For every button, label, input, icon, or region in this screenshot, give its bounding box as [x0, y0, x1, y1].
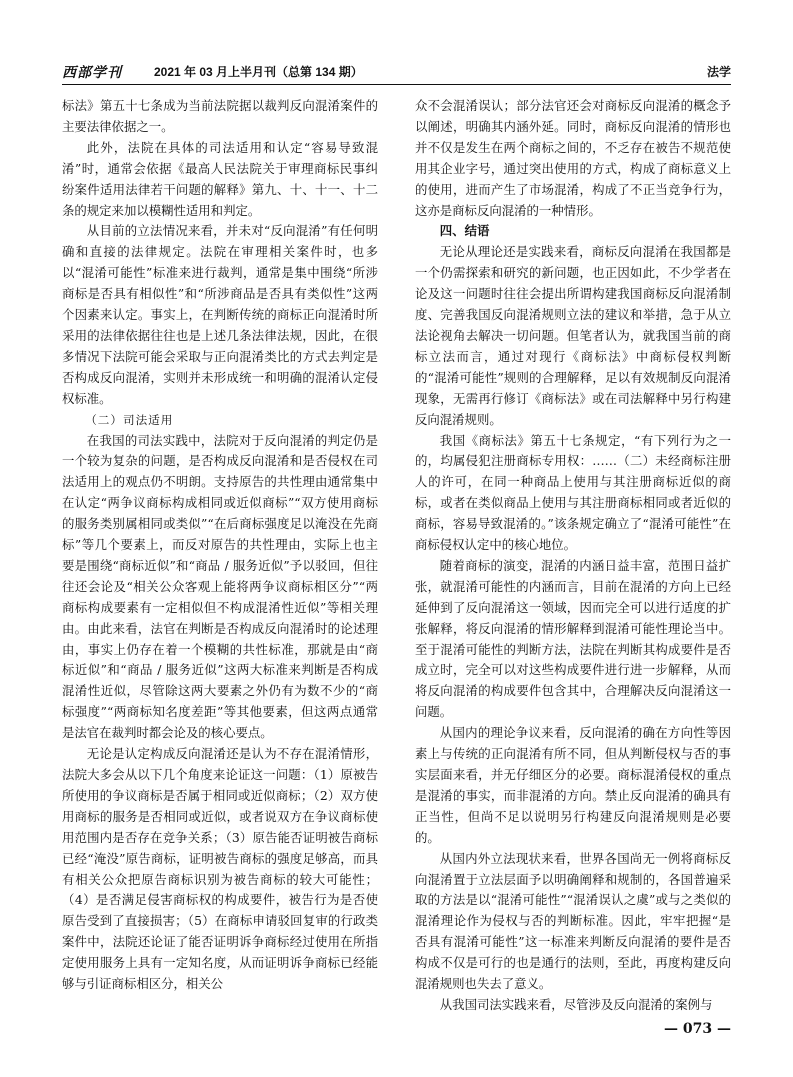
page-header [62, 58, 731, 84]
header-rule [62, 84, 731, 85]
paragraph: 从国内外立法现状来看，世界各国尚无一例将商标反向混淆置于立法层面予以明确阐释和规制的，各国普遍采取的方法是以“混淆可能性”“混淆误认之虞”或与之类似的混淆理论作为侵权与否的判断标准。因此，牢牢把握“是否具有混淆可能性”这一标准来判断反向混淆的要件是否构成不仅是可行的也是通行的法则，至此，再度构建反向混淆规则也失去了意义。 [415, 850, 731, 992]
paragraph: 我国《商标法》第五十七条规定，“有下列行为之一的，均属侵犯注册商标专用权：……（二）未经商标注册人的许可，在同一种商品上使用与其注册商标近似的商标，或者在类似商品上使用与其注册商标相同或者近似的商标，容易导致混淆的。”该条规定确立了“混淆可能性”在商标侵权认定中的核心地位。 [415, 432, 731, 553]
paragraph: 随着商标的演变，混淆的内涵日益丰富，范围日益扩张，就混淆可能性的内涵而言，目前在混淆的方向上已经延伸到了反向混淆这一领域，因而完全可以进行适度的扩张解释，将反向混淆的情形解释到混淆可能性理论当中。至于混淆可能性的判断方法，法院在判断其构成要件是否成立时，完全可以对这些构成要件进行进一步解释，从而将反向混淆的构成要件包含其中，合理解决反向混淆这一问题。 [415, 557, 731, 720]
paragraph: 无论从理论还是实践来看，商标反向混淆在我国都是一个仍需探索和研究的新问题，也正因如此，不少学者在论及这一问题时往往会提出所谓构建我国商标反向混淆制度、完善我国反向混淆规则立法的建议和举措，急于从立法论视角去解决一切问题。但笔者认为，就我国当前的商标立法而言，通过对现行《商标法》中商标侵权判断的“混淆可能性”规则的合理解释，足以有效规制反向混淆现象，无需再行修订《商标法》或在司法解释中另行构建反向混淆规则。 [415, 244, 731, 427]
left-column [62, 96, 378, 995]
subsection-heading: （二）司法适用 [85, 412, 174, 427]
paragraph: 此外，法院在具体的司法适用和认定“容易导致混淆”时，通常会依据《最高人民法院关于审理商标民事纠纷案件适用法律若干问题的解释》第九、十、十一、十二条的规定来加以模糊性适用和判定。 [62, 139, 378, 218]
paragraph: 从我国司法实践来看，尽管涉及反向混淆的案例与 [439, 996, 713, 1012]
paragraph: 从目前的立法情况来看，并未对“反向混淆”有任何明确和直接的法律规定。法院在审理相关案件时，也多以“混淆可能性”标准来进行裁判，通常是集中围绕“所涉商标是否具有相似性”和“所涉商品是否具有类似性”这两个因素来认定。事实上，在判断传统的商标正向混淆时所采用的法律依据往往也是上述几条法律法规，因此，在很多情况下法院可能会采取与正向混淆类比的方式去判定是否构成反向混淆，实则并未形成统一和明确的混淆认定侵权标准。 [62, 223, 378, 406]
section-heading: 四、结语 [439, 223, 490, 239]
journal-brand: 西部学刊 [62, 65, 122, 81]
paragraph: 在我国的司法实践中，法院对于反向混淆的判定仍是一个较为复杂的问题，是否构成反向混淆和是否侵权在司法适用上的观点仍不明朗。支持原告的共性理由通常集中在认定“两争议商标构成相同或近似商标”“双方使用商标的服务类别属相同或类似”“在后商标强度足以淹没在先商标”等几个要素上，而反对原告的共性理由，实际上也主要是围绕“商标近似”和“商品 / 服务近似”予以驳回，但往往还会论及“相关公众客观上能将两争议商标相区分”“两商标构成要素有一定相似但不构成混淆性近似”等相关理由。由此来看，法官在判断是否构成反向混淆时的论述理由，事实上仍存在着一个模糊的共性标准，那就是由“商标近似”和“商品 / 服务近似”这两大标准来判断是否构成混淆性近似，尽管除这两大要素之外仍有为数不少的“商标强度”“两商标知名度差距”等其他要素，但这两点通常是法官在裁判时都会论及的核心要点。 [62, 432, 378, 741]
right-column [415, 96, 731, 1016]
page-number: — 073 — [664, 1021, 731, 1037]
paragraph: 标法》第五十七条成为当前法院据以裁判反向混淆案件的主要法律依据之一。 [62, 98, 378, 134]
paragraph: 无论是认定构成反向混淆还是认为不存在混淆情形，法院大多会从以下几个角度来论证这一问题：（1）原被告所使用的争议商标是否属于相同或近似商标；（2）双方使用商标的服务是否相同或近似，或者说双方在争议商标使用范围内是否存在竞争关系；（3）原告能否证明被告商标已经“淹没”原告商标，证明被告商标的强度足够高，而具有相关公众把原告商标识别为被告商标的较大可能性；（4）是否满足侵害商标权的构成要件，被告行为是否使原告受到了直接损害；（5）在商标申请驳回复审的行政类案件中，法院还论证了能否证明诉争商标经过使用在所指定使用服务上具有一定知名度，从而证明诉争商标已经能够与引证商标相区分，相关公 [62, 746, 378, 992]
paragraph: 众不会混淆误认；部分法官还会对商标反向混淆的概念予以阐述，明确其内涵外延。同时，商标反向混淆的情形也并不仅是发生在两个商标之间的，不乏存在被告不规范使用其企业字号，通过突出使用的方式，构成了商标意义上的使用，进而产生了市场混淆，构成了不正当竞争行为，这亦是商标反向混淆的一种情形。 [415, 98, 731, 218]
section-label: 法学 [706, 65, 731, 79]
issue-info: 2021 年 03 月上半月刊（总第 134 期） [154, 65, 363, 79]
paragraph: 从国内的理论争议来看，反向混淆的确在方向性等因素上与传统的正向混淆有所不同，但从判断侵权与否的事实层面来看，并无仔细区分的必要。商标混淆侵权的重点是混淆的事实，而非混淆的方向。禁止反向混淆的确具有正当性，但尚不足以说明另行构建反向混淆规则是必要的。 [415, 725, 731, 845]
